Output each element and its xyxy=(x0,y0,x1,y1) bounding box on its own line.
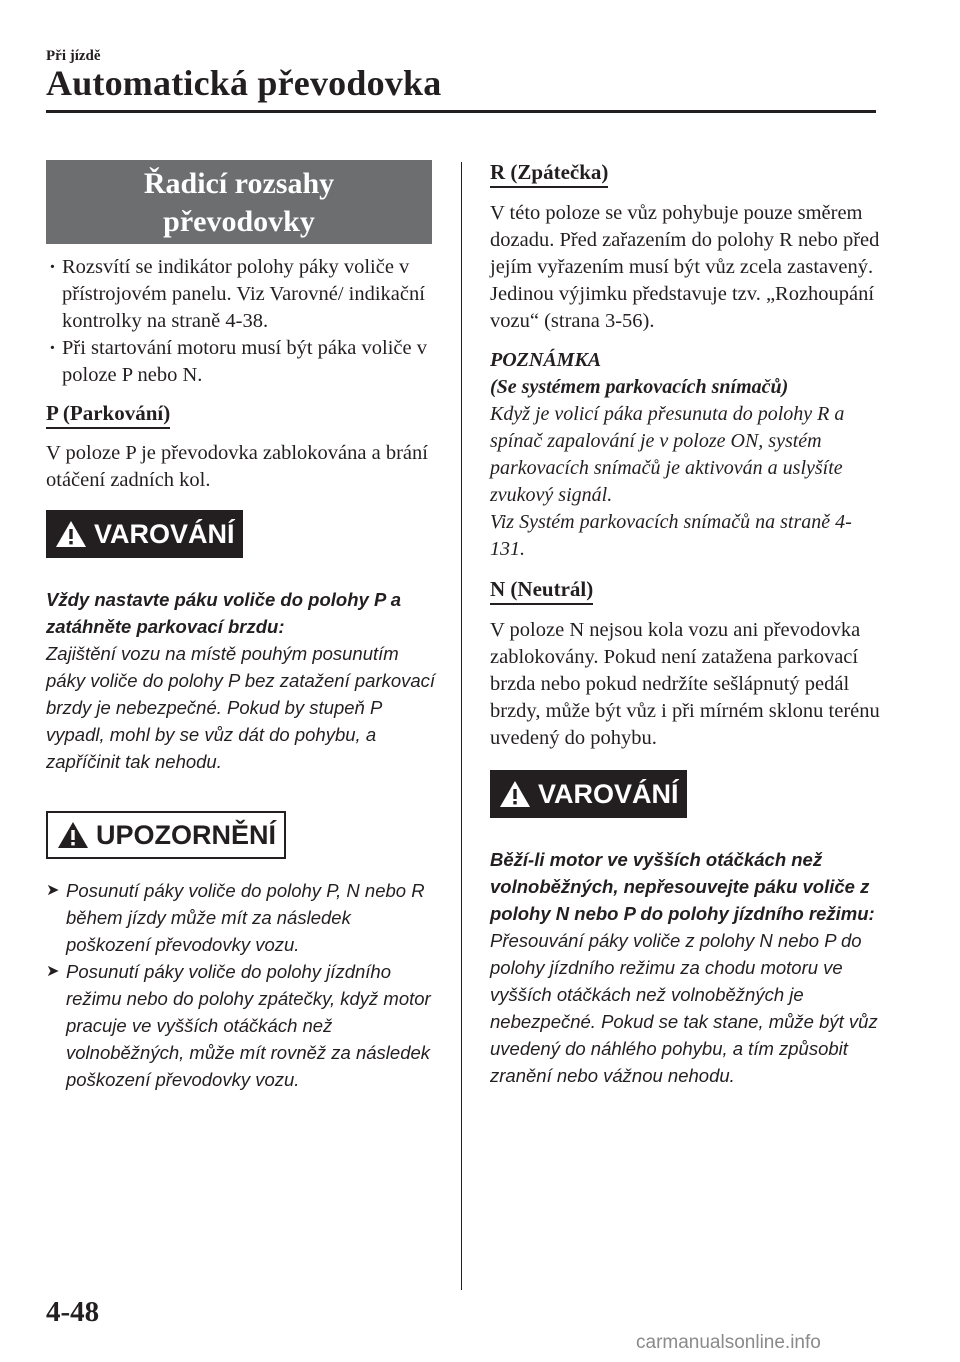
page-number: 4-48 xyxy=(46,1296,100,1328)
arrow-icon: ➤ xyxy=(46,882,60,899)
note-reference: Viz Systém parkovacích snímačů na straně 4-131. xyxy=(490,511,852,560)
bullet-item: · Při startování motoru musí být páka voliče v poloze P nebo N. xyxy=(46,335,436,389)
intro-bullets xyxy=(46,254,436,389)
caution-item: ➤ Posunutí páky voliče do polohy P, N nebo R během jízdy může mít za následek poškození převodovky vozu. xyxy=(46,877,436,958)
note-label: POZNÁMKA xyxy=(490,349,602,371)
warning-body-text: Přesouvání páky voliče z polohy N nebo P do polohy jízdního režimu za chodu motoru ve vyšších otáčkách než volnoběžných je nebezpečné. Pokud se tak stane, může být vůz uvedený do náhlého pohybu, a tím způsobit zranění nebo vážnou nehodu. xyxy=(490,930,878,1086)
left-column xyxy=(46,160,436,1093)
n-heading: N (Neutrál) xyxy=(490,577,593,605)
right-column xyxy=(490,160,880,1089)
section-label: Při jízdě xyxy=(46,48,101,64)
section-title-box xyxy=(46,160,432,244)
note-text: Když je volicí páka přesunuta do polohy R a spínač zapalování je v poloze ON, systém parkovacích snímačů je aktivován a uslyšíte zvukový signál. xyxy=(490,403,845,506)
section-title-line2: převodovky xyxy=(163,205,315,238)
warning-triangle-icon xyxy=(498,779,532,809)
warning-triangle-icon xyxy=(54,519,88,549)
n-text: V poloze N nejsou kola vozu ani převodovka zablokovány. Pokud není zatažena parkovací brzda nebo pokud nedržíte sešlápnutý pedál brzdy, může být vůz i při mírném sklonu terénu uvedený do pohybu. xyxy=(490,619,880,749)
warning-bold-text: Běží-li motor ve vyšších otáčkách než volnoběžných, nepřesouvejte páku voliče z polohy N nebo P do polohy jízdního režimu: xyxy=(490,849,875,924)
warning-label: VAROVÁNÍ xyxy=(538,778,679,809)
column-divider xyxy=(461,162,462,1290)
caution-label: UPOZORNĚNÍ xyxy=(96,819,277,850)
caution-item: ➤ Posunutí páky voliče do polohy jízdního režimu nebo do polohy zpátečky, když motor pracuje ve vyšších otáčkách než volnoběžných, může mít rovněž za následek poškození převodovky vozu. xyxy=(46,958,436,1093)
warning-triangle-icon xyxy=(56,820,90,850)
warning-badge xyxy=(490,770,687,818)
r-heading: R (Zpátečka) xyxy=(490,160,608,188)
note-subtitle: (Se systémem parkovacích snímačů) xyxy=(490,376,789,398)
warning-bold-text: Vždy nastavte páku voliče do polohy P a zatáhněte parkovací brzdu: xyxy=(46,589,402,637)
caution-badge xyxy=(46,811,286,859)
p-heading: P (Parkování) xyxy=(46,401,170,429)
warning-body-text: Zajištění vozu na místě pouhým posunutím páky voliče do polohy P bez zatažení parkovací brzdy je nebezpečné. Pokud by stupeň P vypadl, mohl by se vůz dát do pohybu, a zapříčinit tak nehodu. xyxy=(46,643,436,772)
p-text: V poloze P je převodovka zablokována a brání otáčení zadních kol. xyxy=(46,442,428,491)
section-title-line1: Řadicí rozsahy xyxy=(143,167,335,200)
warning-label: VAROVÁNÍ xyxy=(94,518,235,549)
warning-badge xyxy=(46,510,243,558)
header-rule xyxy=(46,110,876,113)
arrow-icon: ➤ xyxy=(46,963,60,980)
r-text: V této poloze se vůz pohybuje pouze směrem dozadu. Před zařazením do polohy R nebo před jejím vyřazením musí být vůz zcela zastavený. Jedinou výjimku představuje tzv. „Rozhoupání vozu“ (strana 3-56). xyxy=(490,202,880,332)
bullet-item: · Rozsvítí se indikátor polohy páky voliče v přístrojovém panelu. Viz Varovné/ indikační kontrolky na straně 4-38. xyxy=(46,254,436,335)
page-title: Automatická převodovka xyxy=(46,63,442,103)
watermark: carmanualsonline.info xyxy=(636,1332,821,1353)
caution-list xyxy=(46,877,436,1093)
